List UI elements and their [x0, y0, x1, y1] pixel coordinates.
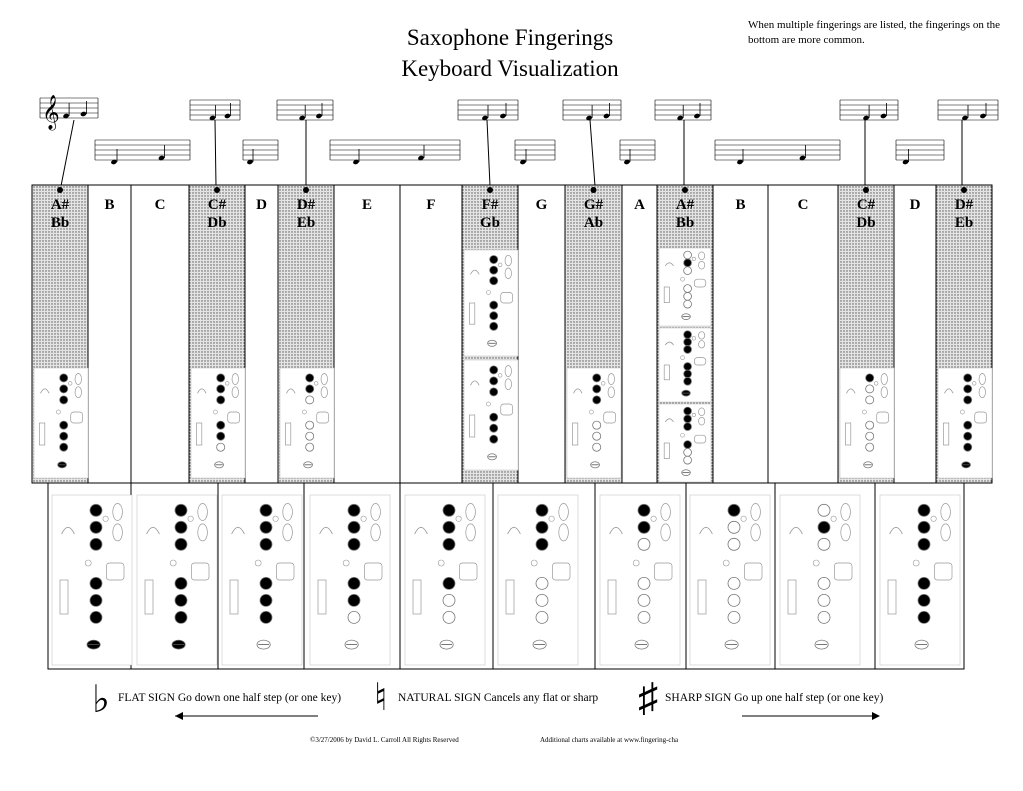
fingering-diagram: [659, 328, 711, 402]
black-key-sharp-name: C#: [207, 197, 227, 213]
tone-hole: [918, 577, 930, 589]
small-key: [486, 290, 490, 294]
fingering-diagram: [659, 248, 711, 326]
black-key-sharp-name: C#: [856, 197, 876, 213]
note-connector-line: [61, 120, 74, 186]
flat-sign-text: FLAT SIGN Go down one half step (or one key): [118, 692, 342, 704]
fingering-diagram: [498, 495, 578, 665]
natural-sign-text: NATURAL SIGN Cancels any flat or sharp: [398, 692, 599, 704]
black-key-sharp-name: D#: [296, 197, 316, 213]
tone-hole: [175, 577, 187, 589]
small-key: [681, 356, 685, 360]
tone-hole: [964, 374, 972, 382]
black-key-sharp-name: F#: [481, 197, 499, 213]
black-key-flat-name: Ab: [583, 215, 604, 231]
tone-hole: [217, 443, 225, 451]
tone-hole: [443, 577, 455, 589]
tone-hole: [638, 577, 650, 589]
tone-hole: [490, 366, 498, 374]
tone-hole: [684, 300, 692, 308]
white-key-label: F: [426, 197, 436, 213]
tone-hole: [638, 594, 650, 606]
tone-hole: [175, 611, 187, 623]
flat-sign-icon: ♭: [92, 679, 110, 721]
note-connector-dot: [487, 187, 493, 193]
tone-hole: [684, 456, 692, 464]
tone-hole: [348, 611, 360, 623]
black-key-flat-name: Db: [207, 215, 227, 231]
note-connector-line: [215, 120, 216, 186]
small-key: [741, 516, 746, 521]
tone-hole: [918, 611, 930, 623]
tone-hole: [90, 521, 102, 533]
small-key: [862, 410, 866, 414]
legend-arrows-group: [175, 712, 880, 720]
small-key: [343, 560, 349, 566]
staff: [715, 140, 840, 165]
black-key-sharp-name: A#: [50, 197, 70, 213]
note-head: [979, 113, 986, 119]
note-connector-line: [487, 120, 490, 186]
tone-hole: [217, 421, 225, 429]
white-key-label: C: [797, 197, 809, 213]
white-key-label: A: [634, 197, 645, 213]
tone-hole: [593, 421, 601, 429]
black-key-sharp-name: A#: [675, 197, 695, 213]
black-key-sharp-name: D#: [954, 197, 974, 213]
fingering-diagram: [191, 368, 245, 478]
footer-copyright: ©3/27/2006 by David L. Carroll All Rights Reserved: [310, 736, 459, 744]
tone-hole: [490, 377, 498, 385]
tone-hole: [684, 363, 692, 371]
tone-hole: [866, 385, 874, 393]
note-connector-dot: [863, 187, 869, 193]
fingering-diagram: [405, 495, 485, 665]
note-head: [693, 113, 700, 119]
small-key: [589, 410, 593, 414]
fingering-diagram: [659, 404, 711, 482]
note-connector-dot: [303, 187, 309, 193]
tone-hole: [684, 338, 692, 346]
note-connector-dot: [214, 187, 220, 193]
black-key-flat-name: Bb: [50, 215, 70, 231]
note-connector-dot: [961, 187, 967, 193]
small-key: [831, 516, 836, 521]
tone-hole: [918, 594, 930, 606]
fingering-diagram: [567, 368, 621, 478]
tone-hole: [728, 504, 740, 516]
tone-hole: [964, 443, 972, 451]
fingering-diagram: [690, 495, 770, 665]
note-head: [80, 111, 87, 117]
tone-hole: [818, 538, 830, 550]
staff: [840, 100, 898, 121]
small-key: [931, 516, 936, 521]
staff: [896, 140, 944, 165]
small-key: [874, 382, 878, 386]
tone-hole: [638, 504, 650, 516]
tone-hole: [490, 301, 498, 309]
tone-hole: [175, 504, 187, 516]
fingering-diagram: [222, 495, 302, 665]
tone-hole: [443, 611, 455, 623]
tone-hole: [443, 521, 455, 533]
white-key-label: C: [154, 197, 166, 213]
tone-hole: [536, 538, 548, 550]
staff: [620, 140, 655, 165]
staff: [563, 100, 621, 121]
tone-hole: [490, 277, 498, 285]
natural-sign-icon: ♮: [374, 677, 388, 719]
black-key-label: [657, 196, 713, 232]
small-key: [681, 277, 685, 281]
black-key-flat-name: Db: [856, 215, 876, 231]
tone-hole: [348, 538, 360, 550]
tone-hole: [490, 255, 498, 263]
black-key-label: [565, 196, 622, 232]
small-key: [56, 410, 60, 414]
small-key: [225, 382, 229, 386]
tone-hole: [728, 611, 740, 623]
note-head: [880, 113, 887, 119]
tone-hole: [684, 267, 692, 275]
tone-hole: [348, 594, 360, 606]
small-key: [601, 382, 605, 386]
white-key-label: E: [361, 197, 372, 213]
tone-hole: [306, 443, 314, 451]
tone-hole: [490, 388, 498, 396]
fingering-diagram: [310, 495, 390, 665]
tone-hole: [536, 504, 548, 516]
staff: [95, 140, 190, 165]
small-key: [188, 516, 193, 521]
small-key: [692, 257, 696, 261]
black-key-flat-name: Eb: [954, 215, 974, 231]
fingering-diagram: [464, 250, 518, 356]
tone-hole: [684, 292, 692, 300]
tone-hole: [818, 504, 830, 516]
tone-hole: [684, 251, 692, 259]
fingering-diagram: [464, 360, 518, 470]
tone-hole: [90, 538, 102, 550]
small-key: [486, 402, 490, 406]
fingering-diagram: [780, 495, 860, 665]
small-key: [723, 560, 729, 566]
fingering-diagram: [880, 495, 960, 665]
tone-hole: [964, 421, 972, 429]
tone-hole: [536, 611, 548, 623]
small-key: [913, 560, 919, 566]
tone-hole: [490, 413, 498, 421]
tone-hole: [490, 266, 498, 274]
tone-hole: [217, 432, 225, 440]
tone-hole: [443, 538, 455, 550]
tone-hole: [60, 374, 68, 382]
tone-hole: [684, 448, 692, 456]
black-key-sharp-name: G#: [583, 197, 604, 213]
black-key-flat-name: Eb: [296, 215, 316, 231]
note-head: [224, 113, 231, 119]
tone-hole: [918, 504, 930, 516]
small-key: [314, 382, 318, 386]
sharp-sign-text: SHARP SIGN Go up one half step (or one key): [665, 692, 884, 704]
tone-hole: [260, 594, 272, 606]
tone-hole: [593, 385, 601, 393]
tone-hole: [684, 285, 692, 293]
tone-hole: [260, 504, 272, 516]
fingering-diagram: [280, 368, 334, 478]
small-key: [85, 560, 91, 566]
fingering-diagram: [840, 368, 894, 478]
tone-hole: [684, 441, 692, 449]
tone-hole: [684, 423, 692, 431]
tone-hole: [918, 538, 930, 550]
white-key-label: B: [735, 197, 746, 213]
tone-hole: [306, 396, 314, 404]
tone-hole: [260, 521, 272, 533]
tone-hole: [536, 521, 548, 533]
small-key: [960, 410, 964, 414]
staff: [330, 140, 460, 165]
black-key-flat-name: Gb: [479, 215, 500, 231]
tone-hole: [90, 504, 102, 516]
tone-hole: [818, 521, 830, 533]
tone-hole: [217, 385, 225, 393]
small-key: [273, 516, 278, 521]
chart-title-line1: Saxophone Fingerings: [406, 25, 614, 50]
tone-hole: [818, 611, 830, 623]
fingering-note: When multiple fingerings are listed, the fingerings on the bottom are more common.: [748, 19, 1001, 46]
tone-hole: [60, 432, 68, 440]
tone-hole: [684, 377, 692, 385]
small-key: [692, 337, 696, 341]
tone-hole: [60, 396, 68, 404]
fingering-diagram: [52, 495, 132, 665]
small-key: [456, 516, 461, 521]
small-key: [633, 560, 639, 566]
fingering-diagram: [137, 495, 217, 665]
tone-hole: [728, 521, 740, 533]
small-key: [498, 263, 502, 267]
tone-hole: [818, 577, 830, 589]
small-key: [213, 410, 217, 414]
staff-notation-group: [40, 95, 998, 186]
tone-hole: [348, 521, 360, 533]
tone-hole: [260, 577, 272, 589]
tone-hole: [684, 346, 692, 354]
fingering-diagram: [34, 368, 88, 478]
tone-hole: [217, 396, 225, 404]
small-key: [813, 560, 819, 566]
staff: [515, 140, 555, 165]
tone-hole: [175, 594, 187, 606]
note-head: [603, 113, 610, 119]
white-key-label: B: [104, 197, 115, 213]
tone-hole: [348, 577, 360, 589]
small-key: [651, 516, 656, 521]
tone-hole: [684, 331, 692, 339]
sharp-sign-icon: ♯: [638, 675, 658, 720]
tone-hole: [638, 538, 650, 550]
note-connector-dot: [682, 187, 688, 193]
fingering-diagram: [938, 368, 992, 478]
chart-title-line2: Keyboard Visualization: [401, 56, 619, 81]
tone-hole: [866, 374, 874, 382]
tone-hole: [260, 538, 272, 550]
note-connector-line: [590, 120, 595, 186]
tone-hole: [593, 432, 601, 440]
tone-hole: [536, 594, 548, 606]
tone-hole: [306, 421, 314, 429]
small-key: [681, 433, 685, 437]
tone-hole: [638, 521, 650, 533]
tone-hole: [918, 521, 930, 533]
tone-hole: [490, 312, 498, 320]
tone-hole: [490, 435, 498, 443]
small-key: [498, 374, 502, 378]
tone-hole: [260, 611, 272, 623]
tone-hole: [443, 504, 455, 516]
small-key: [103, 516, 108, 521]
white-key-label: D: [909, 197, 921, 213]
tone-hole: [90, 577, 102, 589]
tone-hole: [964, 396, 972, 404]
tone-hole: [728, 594, 740, 606]
tone-hole: [728, 577, 740, 589]
tone-hole: [684, 407, 692, 415]
small-key: [361, 516, 366, 521]
black-key-label: [936, 196, 992, 232]
tone-hole: [536, 577, 548, 589]
tone-hole: [306, 385, 314, 393]
black-key-label: [32, 196, 88, 232]
black-key-flat-name: Bb: [675, 215, 695, 231]
tone-hole: [964, 385, 972, 393]
small-key: [438, 560, 444, 566]
black-key-label: [462, 196, 518, 232]
staff: [243, 140, 278, 165]
staff: [277, 100, 333, 121]
tone-hole: [866, 396, 874, 404]
black-key-label: [189, 196, 245, 232]
tone-hole: [490, 424, 498, 432]
small-key: [531, 560, 537, 566]
tone-hole: [175, 538, 187, 550]
small-key: [170, 560, 176, 566]
right-arrow-icon: [872, 712, 880, 720]
tone-hole: [175, 521, 187, 533]
tone-hole: [90, 611, 102, 623]
small-key: [302, 410, 306, 414]
tone-hole: [60, 385, 68, 393]
note-head: [499, 113, 506, 119]
tone-hole: [217, 374, 225, 382]
tone-hole: [90, 594, 102, 606]
tone-hole: [728, 538, 740, 550]
footer-more-charts: Additional charts available at www.fingering-cha: [540, 736, 679, 744]
fingering-diagram: [600, 495, 680, 665]
tone-hole: [348, 504, 360, 516]
white-key-label: G: [535, 197, 548, 213]
tone-hole: [866, 421, 874, 429]
note-head: [315, 113, 322, 119]
tone-hole: [638, 611, 650, 623]
tone-hole: [593, 443, 601, 451]
tone-hole: [818, 594, 830, 606]
small-key: [68, 382, 72, 386]
white-key-label: D: [256, 197, 267, 213]
small-key: [972, 382, 976, 386]
tone-hole: [306, 374, 314, 382]
tone-hole: [684, 370, 692, 378]
tone-hole: [964, 432, 972, 440]
staff: [190, 100, 240, 121]
small-key: [692, 413, 696, 417]
black-key-label: [278, 196, 334, 232]
tone-hole: [593, 396, 601, 404]
tone-hole: [684, 415, 692, 423]
left-arrow-icon: [175, 712, 183, 720]
tone-hole: [306, 432, 314, 440]
tone-hole: [60, 443, 68, 451]
note-connector-dot: [57, 187, 63, 193]
tone-hole: [866, 432, 874, 440]
black-key-label: [838, 196, 894, 232]
staff: [938, 100, 998, 121]
treble-clef-icon: 𝄞: [42, 95, 60, 130]
tone-hole: [60, 421, 68, 429]
staff: [458, 100, 518, 121]
small-key: [549, 516, 554, 521]
tone-hole: [443, 594, 455, 606]
tone-hole: [593, 374, 601, 382]
tone-hole: [490, 322, 498, 330]
note-connector-dot: [591, 187, 597, 193]
tone-hole: [866, 443, 874, 451]
staff: [655, 100, 711, 121]
small-key: [255, 560, 261, 566]
tone-hole: [684, 259, 692, 267]
